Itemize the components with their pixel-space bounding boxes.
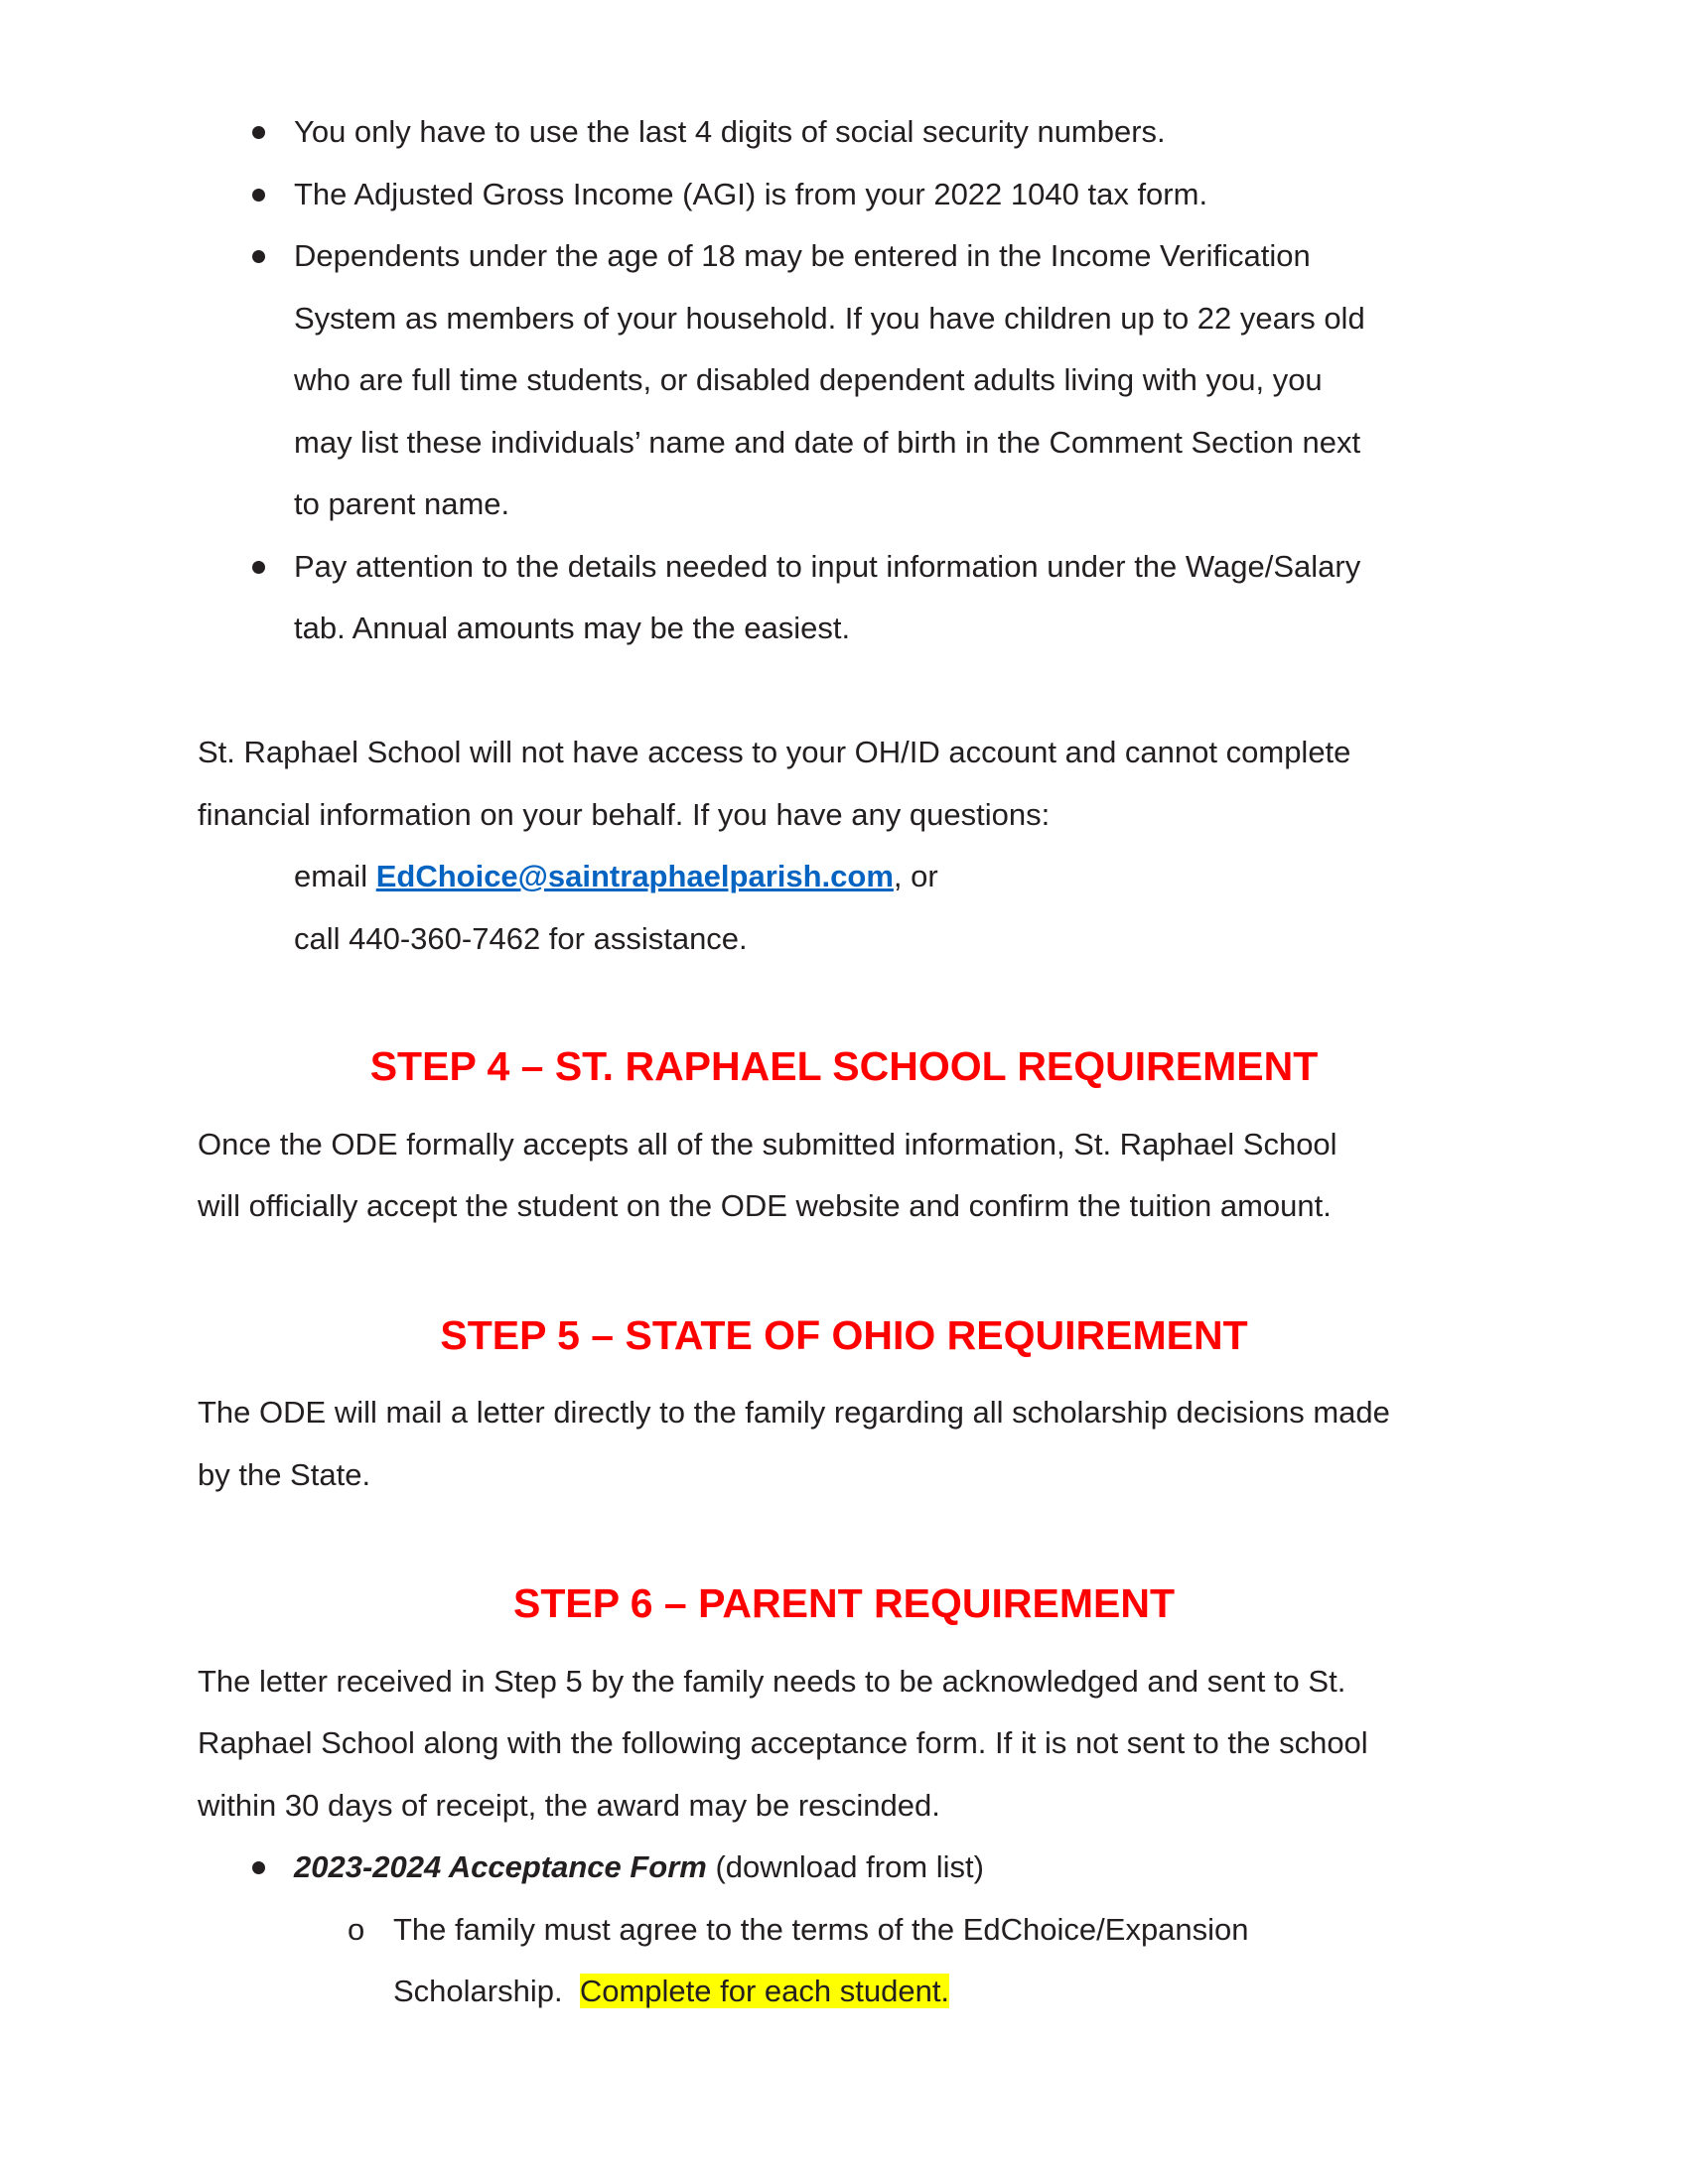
acceptance-form-bullet: [294, 1847, 984, 1887]
step5-heading: STEP 5 – STATE OF OHIO REQUIREMENT: [440, 1312, 1248, 1358]
sub-bullet-text: [393, 1972, 949, 2011]
acceptance-form-note: (download from list): [706, 1849, 984, 1884]
sub-bullet-prefix: Scholarship.: [393, 1974, 580, 2008]
email-line: [294, 857, 938, 896]
highlighted-note: Complete for each student.: [579, 1974, 950, 2008]
step6-line: The letter received in Step 5 by the family needs to be acknowledged and sent to St.: [198, 1664, 1346, 1699]
step6-line: Raphael School along with the following acceptance form. If it is not sent to the school: [198, 1725, 1368, 1760]
step5-line: by the State.: [198, 1457, 371, 1492]
step6-line: within 30 days of receipt, the award may be rescinded.: [198, 1788, 940, 1823]
bullet-icon: [252, 126, 265, 139]
email-link[interactable]: EdChoice@saintraphaelparish.com: [375, 859, 894, 893]
step4-heading: STEP 4 – ST. RAPHAEL SCHOOL REQUIREMENT: [369, 1043, 1319, 1089]
acceptance-form-title: 2023-2024 Acceptance Form: [294, 1849, 707, 1884]
bullet-icon: [252, 250, 265, 263]
bullet-icon: [252, 561, 265, 574]
email-suffix: , or: [893, 859, 938, 893]
bullet-text: You only have to use the last 4 digits of social security numbers.: [294, 114, 1166, 149]
bullet-text: to parent name.: [294, 486, 510, 521]
step4-line: Once the ODE formally accepts all of the submitted information, St. Raphael School: [198, 1127, 1337, 1161]
step5-line: The ODE will mail a letter directly to the family regarding all scholarship decisions made: [198, 1395, 1390, 1430]
email-prefix: email: [294, 859, 376, 893]
paragraph-line: St. Raphael School will not have access to your OH/ID account and cannot complete: [198, 735, 1351, 769]
step6-heading: STEP 6 – PARENT REQUIREMENT: [513, 1580, 1175, 1626]
bullet-text: Dependents under the age of 18 may be entered in the Income Verification: [294, 238, 1311, 273]
step4-line: will officially accept the student on the ODE website and confirm the tuition amount.: [198, 1188, 1332, 1223]
bullet-icon: [252, 189, 265, 202]
bullet-text: who are full time students, or disabled dependent adults living with you, you: [294, 362, 1323, 397]
bullet-text: tab. Annual amounts may be the easiest.: [294, 611, 851, 645]
bullet-text: may list these individuals’ name and date of birth in the Comment Section next: [294, 425, 1361, 460]
bullet-text: Pay attention to the details needed to input information under the Wage/Salary: [294, 549, 1361, 584]
paragraph-line: financial information on your behalf. If you have any questions:: [198, 797, 1051, 832]
bullet-text: The Adjusted Gross Income (AGI) is from your 2022 1040 tax form.: [294, 177, 1208, 211]
sub-bullet-text: The family must agree to the terms of the EdChoice/Expansion: [393, 1912, 1249, 1947]
bullet-text: System as members of your household. If you have children up to 22 years old: [294, 301, 1365, 336]
phone-line: call 440-360-7462 for assistance.: [294, 921, 748, 956]
bullet-icon: [252, 1861, 265, 1874]
sub-bullet-marker: o: [348, 1912, 365, 1947]
